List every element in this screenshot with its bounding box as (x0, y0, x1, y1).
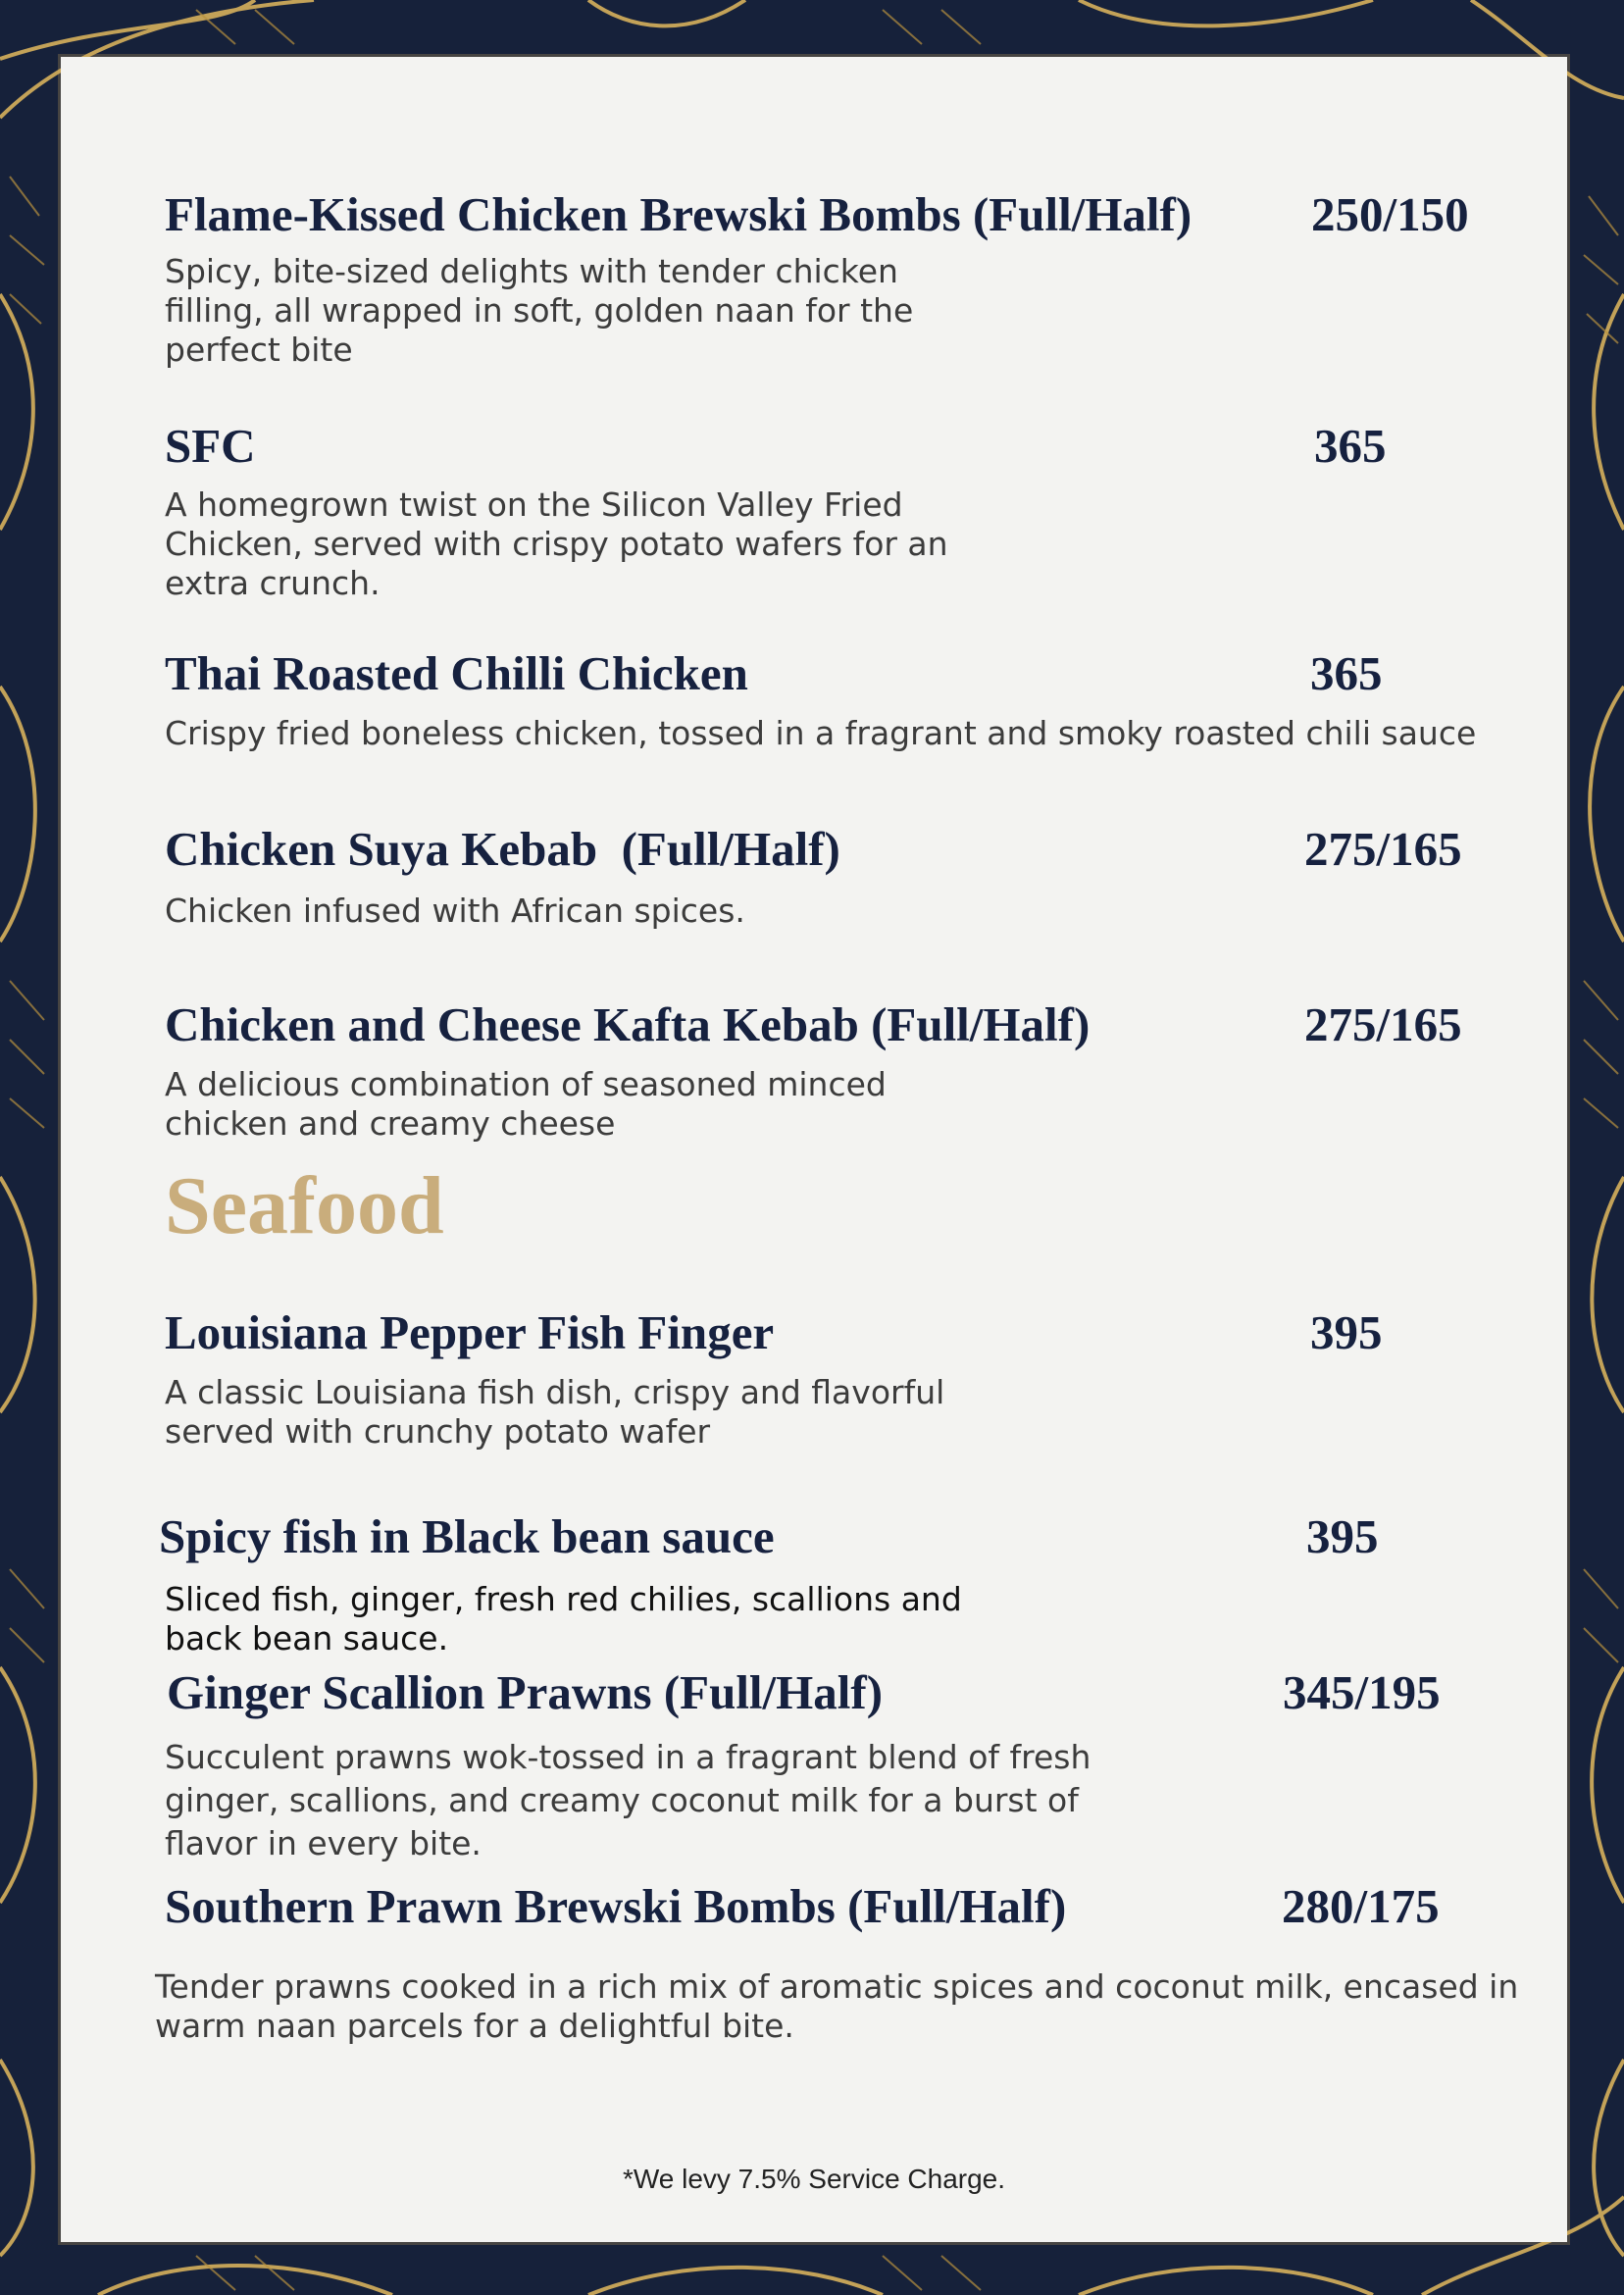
item-price: 275/165 (1304, 822, 1462, 876)
item-price: 395 (1306, 1509, 1379, 1563)
item-description: Sliced fish, ginger, fresh red chilies, scallions and back bean sauce. (165, 1580, 962, 1658)
item-title: Thai Roasted Chilli Chicken (165, 646, 748, 700)
item-title: Southern Prawn Brewski Bombs (Full/Half) (165, 1879, 1067, 1933)
menu-card (61, 57, 1567, 2242)
item-description: A homegrown twist on the Silicon Valley Fried Chicken, served with crispy potato wafers for an extra crunch. (165, 485, 948, 602)
service-charge-note: *We levy 7.5% Service Charge. (622, 2164, 1006, 2194)
section-heading-seafood: Seafood (165, 1160, 444, 1251)
item-price: 345/195 (1283, 1665, 1441, 1719)
item-title: Spicy fish in Black bean sauce (159, 1509, 775, 1563)
item-description: A classic Louisiana fish dish, crispy and flavorful served with crunchy potato wafer (165, 1373, 945, 1451)
item-price: 280/175 (1282, 1879, 1440, 1933)
item-description: Chicken infused with African spices. (165, 892, 745, 930)
item-price: 250/150 (1311, 187, 1469, 241)
item-description: Succulent prawns wok-tossed in a fragrant blend of fresh ginger, scallions, and creamy coconut milk for a burst of flavor in every bite. (165, 1738, 1091, 1862)
item-title: Louisiana Pepper Fish Finger (165, 1305, 775, 1359)
item-title: Chicken and Cheese Kafta Kebab (Full/Half) (165, 997, 1091, 1051)
item-price: 365 (1310, 646, 1383, 700)
item-description: Tender prawns cooked in a rich mix of aromatic spices and coconut milk, encased in warm naan parcels for a delightful bite. (155, 1967, 1519, 2045)
item-description: Crispy fried boneless chicken, tossed in a fragrant and smoky roasted chili sauce (165, 714, 1477, 752)
item-price: 275/165 (1304, 997, 1462, 1051)
item-title: SFC (165, 419, 256, 473)
item-description: A delicious combination of seasoned minced chicken and creamy cheese (165, 1065, 887, 1143)
item-price: 365 (1314, 419, 1387, 473)
item-title: Ginger Scallion Prawns (Full/Half) (167, 1665, 884, 1719)
item-description: Spicy, bite-sized delights with tender chicken filling, all wrapped in soft, golden naan for the perfect bite (165, 252, 914, 369)
item-price: 395 (1310, 1305, 1383, 1359)
item-title: Flame-Kissed Chicken Brewski Bombs (Full/Half) (165, 187, 1193, 241)
item-title: Chicken Suya Kebab (Full/Half) (165, 822, 840, 876)
